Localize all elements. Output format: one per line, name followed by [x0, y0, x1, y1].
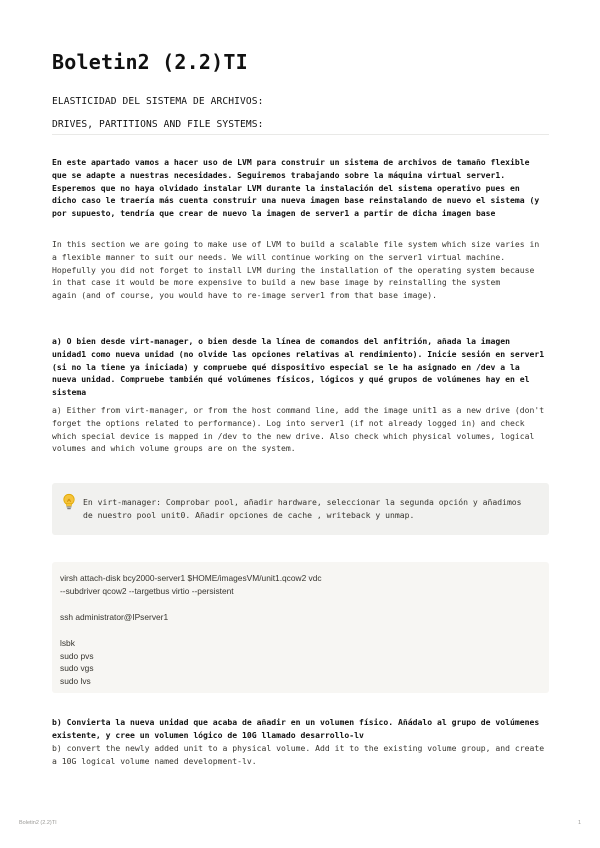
section-heading-elasticity: ELASTICIDAD DEL SISTEMA DE ARCHIVOS: [52, 96, 264, 107]
lightbulb-icon [61, 493, 77, 511]
section-heading-drives: DRIVES, PARTITIONS AND FILE SYSTEMS: [52, 119, 264, 130]
question-a-spanish: a) O bien desde virt-manager, o bien desde la línea de comandos del anfitrión, añada la imagen unidad1 como nueva unidad (no olvide las opciones relativas al rendimiento). Inicie sesión en server1 (si no la tiene ya iniciada) y compruebe qué dispositivo especial se le ha asignado en /dev a la nueva unidad. Compruebe también qué volúmenes físicos, lógicos y qué grupos de volúmenes hay en el sistema [52, 336, 545, 398]
page-title: Boletin2 (2.2)TI [52, 50, 248, 74]
intro-paragraph-english: In this section we are going to make use of LVM to build a scalable file system which size varies in a flexible manner to suit our needs. We will continue working on the server1 virtual machine. Hopefully you did not forget to install LVM during the installation of the operating system because in that case it would be more expensive to build a new base image by reinstalling the system again (and of course, you would have to re-image server1 from that base image). [52, 239, 540, 301]
tip-callout [52, 483, 549, 535]
code-line: ssh administrator@IPserver1 [60, 612, 169, 622]
code-line: sudo vgs [60, 663, 94, 673]
code-line: lsbk [60, 638, 75, 648]
code-block [52, 562, 549, 693]
question-b-english: b) convert the newly added unit to a physical volume. Add it to the existing volume group, and create a 10G logical volume named development-lv. [52, 743, 550, 766]
code-line: virsh attach-disk bcy2000-server1 $HOME/imagesVM/unit1.qcow2 vdc [60, 573, 322, 583]
code-line: sudo lvs [60, 676, 91, 686]
footer-page-number: 1 [578, 820, 582, 826]
heading-divider [52, 134, 549, 135]
question-a-english: a) Either from virt-manager, or from the host command line, add the image unit1 as a new drive (don't forget the options related to performance). Log into server1 (if not already logged in) and check which special device is mapped in /dev to the new drive. Also check which physical volumes, logical volumes and which volume groups are on the system. [52, 405, 550, 454]
code-line: --subdriver qcow2 --targetbus virtio --persistent [60, 586, 234, 596]
intro-paragraph-spanish: En este apartado vamos a hacer uso de LVM para construir un sistema de archivos de tamaño flexible que se adapte a nuestras necesidades. Seguiremos trabajando sobre la máquina virtual server1. Esperemos que no haya olvidado instalar LVM durante la instalación del sistema operativo pues en dicho caso le traería más cuenta construir una nueva imagen base reinstalando de nuevo el sistema (y por supuesto, tendría que crear de nuevo la imagen de server1 a partir de dicha imagen base [52, 157, 540, 219]
question-b-spanish: b) Convierta la nueva unidad que acaba de añadir en un volumen físico. Añádalo al grupo de volúmenes existente, y cree un volumen lógico de 10G llamado desarrollo-lv [52, 717, 540, 740]
callout-text: En virt-manager: Comprobar pool, añadir hardware, seleccionar la segunda opción y añadimos de nuestro pool unit0. Añadir opciones de cache , writeback y unmap. [83, 497, 522, 520]
footer-document-title: Boletin2 (2.2)TI [19, 820, 57, 826]
code-line: sudo pvs [60, 651, 94, 661]
